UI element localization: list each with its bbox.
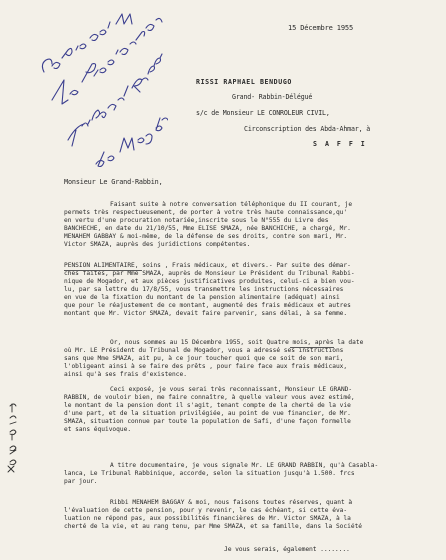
paragraph-3 bbox=[64, 339, 414, 379]
text-line: RABBIN, de vouloir bien, me faire connaître, à quelle valeur vous avez estimé, bbox=[64, 394, 355, 401]
text-line: l'évaluation de cette pension, pour y revenir, le cas échéant, si cette éva- bbox=[64, 507, 348, 514]
text-line: lanca, Le Tribunal Rabbinique, accorde, selon la situation jusqu'à 1.500. frcs bbox=[64, 470, 355, 477]
text-line: où Mr. LE Président du Tribunal de Mogador, vous a adressé ses instructions bbox=[64, 347, 344, 354]
margin-annotation bbox=[2, 396, 22, 476]
text-line: SMAZA, situation connue par toute la population de Safi, d'une façon formelle bbox=[64, 418, 351, 425]
text-line: nique de Mogador, et aux pièces justificatives produites, celui-ci a bien vou- bbox=[64, 278, 355, 285]
text-line: en vertu d'une procuration notariée,inscrite sous le N°555 du Livre des bbox=[64, 217, 329, 224]
text-line: en vue de la fixation du montant de la pension alimentaire (adéquat) ainsi bbox=[64, 294, 340, 301]
text-line: le montant de la pension dont il s'agit, tenant compte de la cherté de la vie bbox=[64, 402, 351, 409]
addressee-via: s/c de Monsieur LE CONROLEUR CIVIL, bbox=[196, 109, 330, 117]
text-line: sans que Mme SMAZA, ait pu, à ce jour toucher quoi que ce soit de son mari, bbox=[64, 355, 344, 362]
text-line: ainsi qu'à ses frais d'existence. bbox=[64, 371, 187, 378]
addressee-city: S A F F I bbox=[313, 140, 367, 148]
text-line: PENSION ALIMENTAIRE, soins , Frais médicaux, et divers.- Par suite des démar- bbox=[64, 262, 351, 269]
text-line: luation ne répond pas, aux possibilités financières de Mr. Victor SMAZA, à la bbox=[64, 515, 351, 522]
underline-quatre-mois bbox=[290, 347, 334, 348]
text-line: Faisant suite à notre conversation téléphonique du II courant, je bbox=[110, 201, 353, 208]
handwriting-image bbox=[38, 12, 168, 172]
text-line: Ribbi MENAHEM BAGGAY & moi, nous faisons toutes réserves, quant à bbox=[110, 499, 353, 506]
text-line: MENAHEM GABBAY & moi-même, de la défense de ses droits, contre son mari, Mr. bbox=[64, 233, 348, 240]
text-line: montant que Mr. Victor SMAZA, devait faire parvenir, sans délai, à sa femme. bbox=[64, 310, 348, 317]
text-line: BANCHECHE, en date du 21/10/55, Mme ELISE SMAZA, née BANCHICHE, a chargé, Mr. bbox=[64, 225, 351, 232]
underline-pension bbox=[64, 270, 142, 271]
margin-handwriting-image bbox=[2, 396, 22, 476]
text-line: A titre documentaire, je vous signale Mr. LE GRAND RABBIN, qu'à Casabla- bbox=[110, 462, 379, 469]
closing-line: Je vous serais, également ........ bbox=[224, 545, 350, 553]
text-line: cherté de la vie, et au rang tenu, par Mme SMAZA, et sa famille, dans la Société bbox=[64, 523, 363, 530]
salutation: Monsieur Le Grand-Rabbin, bbox=[64, 178, 163, 186]
text-line: que pour le réajustement de ce montant, augmenté des frais médicaux et autres bbox=[64, 302, 351, 309]
text-line: lu, par sa lettre du 17/8/55, vous transmettre les instructions nécessaires bbox=[64, 286, 344, 293]
text-line: Ceci exposé, je vous serai très reconnaissant, Monsieur LE GRAND- bbox=[110, 386, 353, 393]
paragraph-4 bbox=[64, 386, 414, 434]
text-line: d'une part, et de la situation privilégiée, au point de vue financier, de Mr. bbox=[64, 410, 351, 417]
text-line: permets très respectueusement, de porter à votre très haute connaissance,qu' bbox=[64, 209, 348, 216]
text-line: par jour. bbox=[64, 478, 98, 485]
paragraph-5 bbox=[64, 462, 414, 486]
paragraph-6 bbox=[64, 499, 414, 531]
addressee-district: Circonscription des Abda-Ahmar, à bbox=[244, 125, 371, 133]
text-line: ches faites, par Mme SMAZA, auprès de Monsieur Le Président du Tribunal Rabbi- bbox=[64, 270, 355, 277]
text-line: Victor SMAZA, auprès des juridictions compétentes. bbox=[64, 241, 251, 248]
text-line: et sans équivoque. bbox=[64, 426, 132, 433]
handwritten-annotation bbox=[38, 12, 168, 172]
paragraph-1 bbox=[64, 201, 414, 249]
text-line: Or, nous sommes au 15 Décembre 1955, soit Quatre mois, après la date bbox=[110, 339, 364, 346]
text-line: l'obligeant ainsi à se faire des prêts , pour faire face aux frais médicaux, bbox=[64, 363, 348, 370]
addressee-name: RISSI RAPHAEL BENDUGO bbox=[196, 78, 292, 86]
letter-date: 15 Décembre 1955 bbox=[288, 24, 354, 32]
addressee-title: Grand- Rabbin-Délégué bbox=[232, 93, 313, 101]
